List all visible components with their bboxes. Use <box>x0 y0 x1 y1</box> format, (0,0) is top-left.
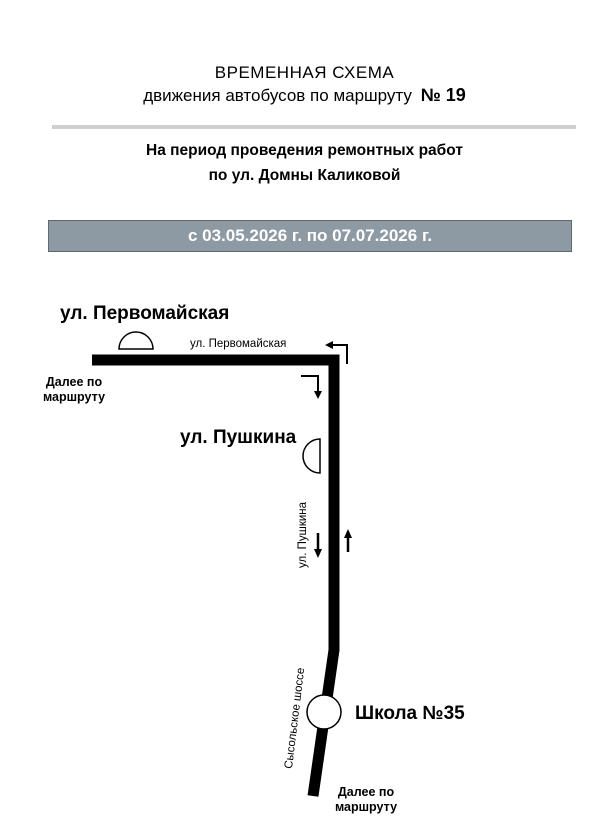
repair-notice-line2: по ул. Домны Каликовой <box>208 167 401 184</box>
route-number: № 19 <box>420 85 466 105</box>
stop-school-label: Школа №35 <box>355 703 465 724</box>
scheme-subtitle-text: движения автобусов по маршруту <box>143 86 412 105</box>
further-left-line2: маршруту <box>42 390 106 404</box>
repair-notice-line1: На период проведения ремонтных работ <box>146 142 463 159</box>
stop-school-icon <box>307 695 341 729</box>
street-sysolskoe-label: Сысольское шоссе <box>283 667 308 770</box>
turn-down-arrow-icon <box>301 376 318 393</box>
stop-pushkina-icon <box>303 439 320 473</box>
further-left-line1: Далее по <box>45 375 103 389</box>
street-pervomaiskaya-label: ул. Первомайская <box>190 338 287 350</box>
further-route-left <box>34 375 114 405</box>
period-banner: с 03.05.2026 г. по 07.07.2026 г. <box>48 220 572 252</box>
further-route-bottom <box>326 785 406 815</box>
stop-pervomaiskaya-icon <box>119 332 153 349</box>
street-pushkina-label: ул. Пушкина <box>297 501 309 568</box>
stop-pushkina-label: ул. Пушкина <box>180 427 297 448</box>
scheme-title: ВРЕМЕННАЯ СХЕМА <box>214 63 395 82</box>
further-bottom-line2: маршруту <box>334 800 398 814</box>
stop-pervomaiskaya-label: ул. Первомайская <box>60 303 230 324</box>
further-bottom-line1: Далее по <box>337 785 395 799</box>
